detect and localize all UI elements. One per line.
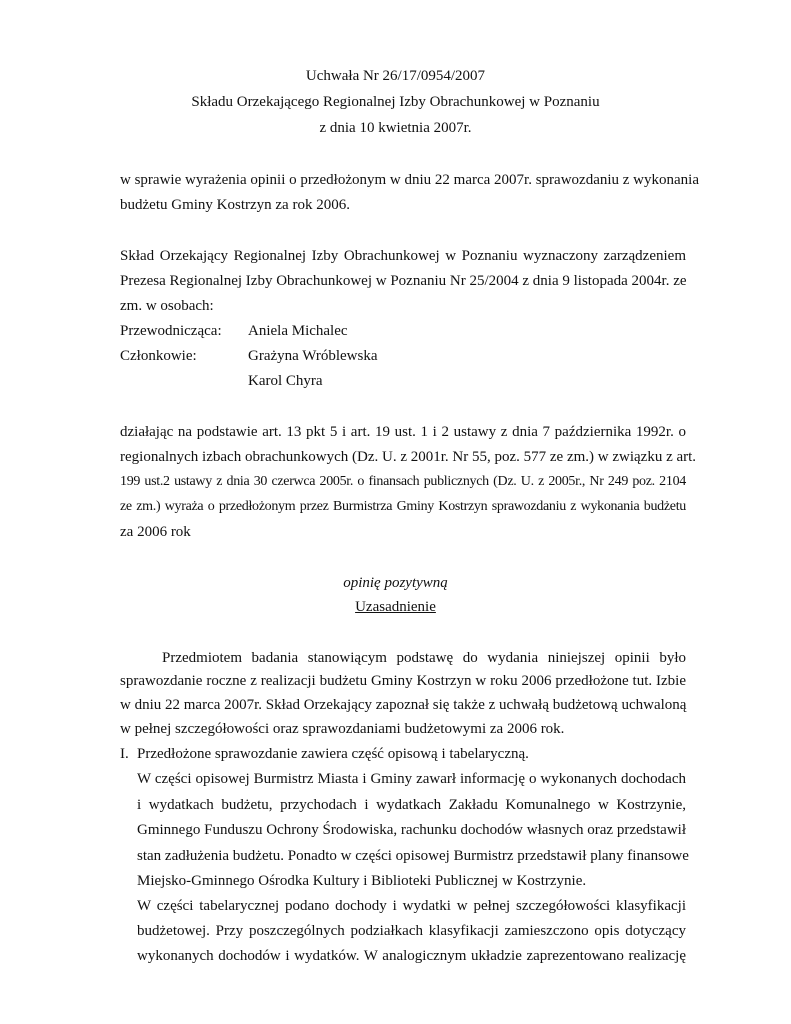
section-paragraph-line: budżetowej. Przy poszczególnych podziałkach klasyfikacji zamieszczono opis dotyczący bbox=[137, 923, 686, 939]
section-paragraph-line: Gminnego Funduszu Ochrony Środowiska, rachunku dochodów własnych oraz przedstawił bbox=[137, 822, 686, 838]
legal-basis-line: 199 ust.2 ustawy z dnia 30 czerwca 2005r. o finansach publicznych (Dz. U. z 2005r., Nr 249 poz. 2104 bbox=[120, 474, 686, 489]
legal-basis-line: za 2006 rok bbox=[120, 524, 191, 540]
section-paragraph-line: wykonanych dochodów i wydatków. W analogicznym układzie zaprezentowano realizację bbox=[137, 948, 686, 964]
justification-line: Przedmiotem badania stanowiącym podstawę do wydania niniejszej opinii było bbox=[162, 650, 686, 666]
resolution-number: Uchwała Nr 26/17/0954/2007 bbox=[305, 68, 486, 84]
members-label: Członkowie: bbox=[120, 348, 197, 364]
resolution-date: z dnia 10 kwietnia 2007r. bbox=[319, 120, 472, 136]
justification-line: w dniu 22 marca 2007r. Skład Orzekający zapoznał się także z uchwałą budżetową uchwaloną bbox=[120, 697, 687, 713]
section-title: Przedłożone sprawozdanie zawiera część opisową i tabelaryczną. bbox=[137, 746, 529, 762]
composition-line: zm. w osobach: bbox=[120, 298, 214, 314]
composition-line: Prezesa Regionalnej Izby Obrachunkowej w Poznaniu Nr 25/2004 z dnia 9 listopada 2004r. ze bbox=[120, 273, 687, 289]
section-paragraph-line: W części tabelarycznej podano dochody i wydatki w pełnej szczegółowości klasyfikacji bbox=[137, 898, 686, 914]
member-name: Grażyna Wróblewska bbox=[248, 348, 378, 364]
section-paragraph-line: W części opisowej Burmistrz Miasta i Gminy zawarł informację o wykonanych dochodach bbox=[137, 771, 686, 787]
justification-heading-text: Uzasadnienie bbox=[355, 599, 436, 615]
justification-line: sprawozdanie roczne z realizacji budżetu Gminy Kostrzyn w roku 2006 przedłożone tut. Izbie bbox=[120, 673, 686, 689]
subject-line: budżetu Gminy Kostrzyn za rok 2006. bbox=[120, 197, 350, 213]
section-paragraph-line: Miejsko-Gminnego Ośrodka Kultury i Biblioteki Publicznej w Kostrzynie. bbox=[137, 873, 587, 889]
justification-heading bbox=[0, 599, 791, 616]
subject-line: w sprawie wyrażenia opinii o przedłożonym w dniu 22 marca 2007r. sprawozdaniu z wykonania bbox=[120, 172, 699, 188]
opinion-verdict: opinię pozytywną bbox=[343, 575, 448, 591]
section-number: I. bbox=[120, 746, 129, 762]
legal-basis-line: regionalnych izbach obrachunkowych (Dz. U. z 2001r. Nr 55, poz. 577 ze zm.) w związku z art. bbox=[120, 449, 697, 465]
section-paragraph-line: stan zadłużenia budżetu. Ponadto w części opisowej Burmistrz przedstawił plany finansowe bbox=[137, 848, 689, 864]
chair-name: Aniela Michalec bbox=[248, 323, 348, 339]
legal-basis-line: działając na podstawie art. 13 pkt 5 i art. 19 ust. 1 i 2 ustawy z dnia 7 października 1992r. o bbox=[120, 424, 686, 440]
justification-line: w pełnej szczegółowości oraz sprawozdaniami budżetowymi za 2006 rok. bbox=[120, 721, 565, 737]
composition-line: Skład Orzekający Regionalnej Izby Obrachunkowej w Poznaniu wyznaczony zarządzeniem bbox=[120, 248, 686, 264]
section-paragraph-line: i wydatkach budżetu, przychodach i wydatkach Zakładu Komunalnego w Kostrzynie, bbox=[137, 797, 686, 813]
member-name: Karol Chyra bbox=[248, 373, 323, 389]
legal-basis-line: ze zm.) wyraża o przedłożonym przez Burmistrza Gminy Kostrzyn sprawozdaniu z wykonania budżetu bbox=[120, 499, 686, 514]
chair-label: Przewodnicząca: bbox=[120, 323, 222, 339]
issuing-body: Składu Orzekającego Regionalnej Izby Obrachunkowej w Poznaniu bbox=[191, 94, 600, 110]
